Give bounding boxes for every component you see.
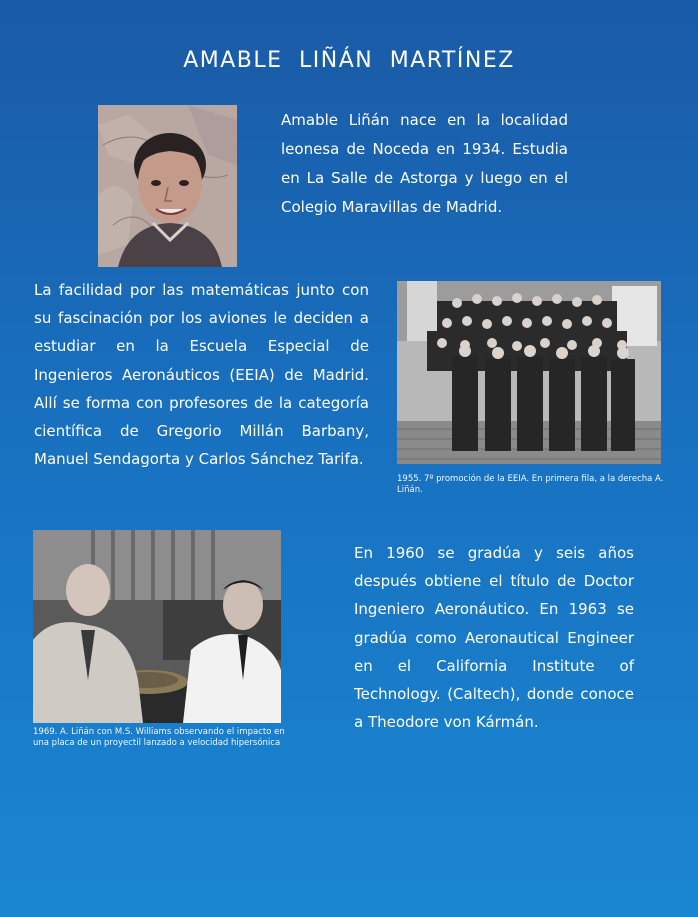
eeia-promotion-photo xyxy=(397,281,661,464)
childhood-portrait-photo xyxy=(98,105,237,267)
page-title: AMABLE LIÑÁN MARTÍNEZ xyxy=(183,48,515,73)
studies-paragraph: La facilidad por las matemáticas junto con su fascinación por los aviones le deciden a estudiar en la Escuela Especial de Ingenieros Aeronáuticos (EEIA) de Madrid. Allí se forma con profesores de la categoría científica de Gregorio Millán Barbany, Manuel Sendagorta y Carlos Sánchez Tarifa. xyxy=(34,281,369,469)
intro-paragraph: Amable Liñán nace en la localidad leonesa de Noceda en 1934. Estudia en La Salle de Astorga y luego en el Colegio Maravillas de Madrid. xyxy=(281,111,568,216)
promotion-photo-caption: 1955. 7º promoción de la EEIA. En primera fila, a la derecha A. Liñán. xyxy=(397,474,664,495)
williams-photo-caption: 1969. A. Liñán con M.S. Williams observando el impacto en una placa de un proyectil lanzado a velocidad hipersónica xyxy=(33,727,285,748)
career-paragraph: En 1960 se gradúa y seis años después obtiene el título de Doctor Ingeniero Aeronáutico. En 1963 se gradúa como Aeronautical Engineer en el California Institute of Technology. (Caltech), donde conoce a Theodore von Kármán. xyxy=(354,544,634,732)
williams-impact-photo xyxy=(33,530,281,723)
